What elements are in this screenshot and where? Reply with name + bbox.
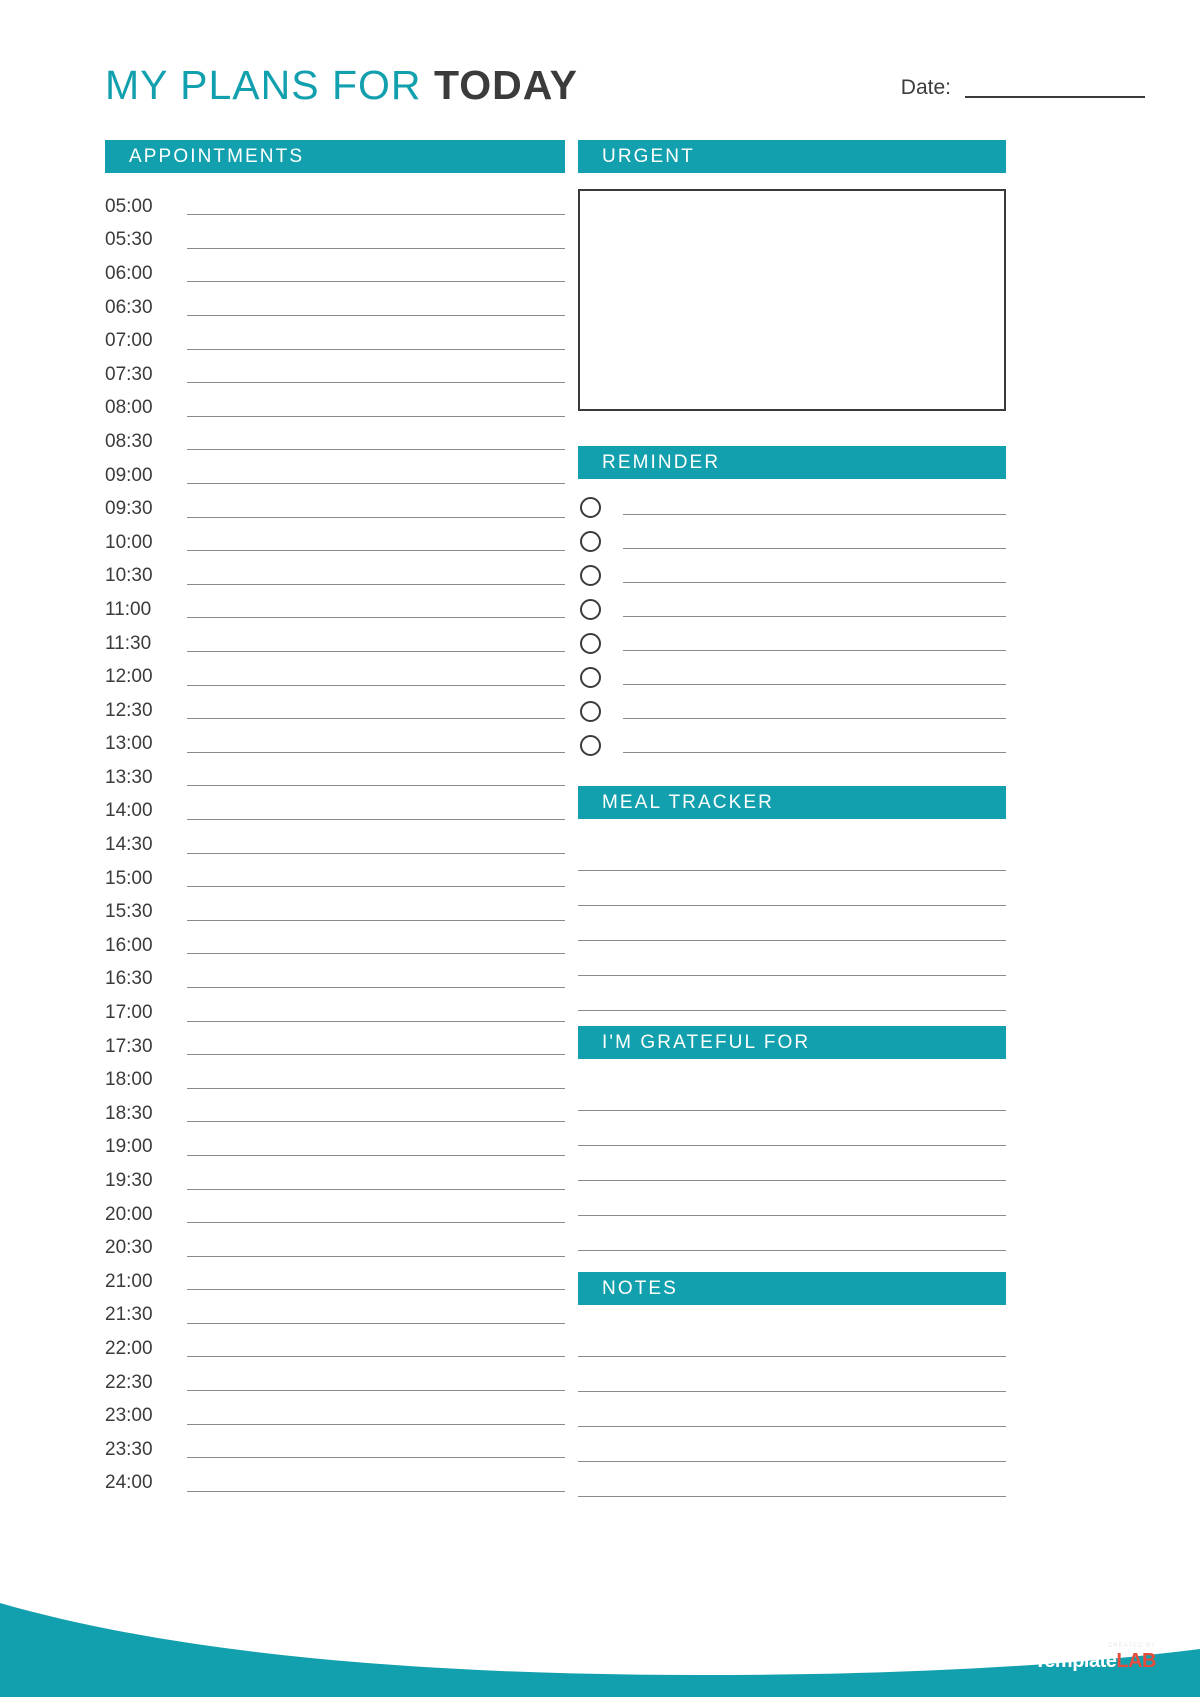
appointment-input-line[interactable] bbox=[187, 1038, 565, 1055]
brand-name-part2: LAB bbox=[1116, 1650, 1156, 1672]
grateful-input-line[interactable] bbox=[578, 1146, 1006, 1181]
appointment-input-line[interactable] bbox=[187, 1072, 565, 1089]
appointment-row[interactable] bbox=[105, 425, 565, 459]
appointment-input-line[interactable] bbox=[187, 1475, 565, 1492]
notes-heading: NOTES bbox=[602, 1277, 678, 1299]
appointment-row[interactable] bbox=[105, 358, 565, 392]
appointment-input-line[interactable] bbox=[187, 769, 565, 786]
meal-tracker-input-line[interactable] bbox=[578, 906, 1006, 941]
appointment-row[interactable] bbox=[105, 728, 565, 762]
appointment-time: 12:30 bbox=[105, 699, 153, 721]
appointment-time: 24:00 bbox=[105, 1472, 153, 1494]
checkbox-circle-icon[interactable] bbox=[580, 565, 601, 586]
appointment-input-line[interactable] bbox=[187, 1340, 565, 1357]
appointment-row[interactable] bbox=[105, 392, 565, 426]
appointments-heading: APPOINTMENTS bbox=[129, 145, 305, 167]
appointment-time: 10:30 bbox=[105, 565, 153, 587]
grateful-input-line[interactable] bbox=[578, 1181, 1006, 1216]
page-header bbox=[105, 62, 1145, 122]
appointment-time: 09:00 bbox=[105, 464, 153, 486]
appointment-row[interactable] bbox=[105, 1231, 565, 1265]
appointment-time: 18:30 bbox=[105, 1102, 153, 1124]
appointment-row[interactable] bbox=[105, 1164, 565, 1198]
appointment-row[interactable] bbox=[105, 1332, 565, 1366]
appointment-row[interactable] bbox=[105, 324, 565, 358]
appointment-row[interactable] bbox=[105, 1198, 565, 1232]
reminder-item[interactable] bbox=[578, 524, 1006, 558]
appointment-input-line[interactable] bbox=[187, 1408, 565, 1425]
checkbox-circle-icon[interactable] bbox=[580, 633, 601, 654]
appointment-time: 13:30 bbox=[105, 766, 153, 788]
appointment-time: 20:30 bbox=[105, 1237, 153, 1259]
reminder-list bbox=[578, 490, 1006, 762]
appointment-time: 17:30 bbox=[105, 1035, 153, 1057]
appointment-time: 20:00 bbox=[105, 1203, 153, 1225]
appointment-time: 05:00 bbox=[105, 195, 153, 217]
appointment-time: 11:00 bbox=[105, 598, 152, 620]
appointment-time: 14:30 bbox=[105, 834, 153, 856]
appointment-row[interactable] bbox=[105, 1467, 565, 1501]
appointment-time: 05:30 bbox=[105, 229, 153, 251]
appointment-input-line[interactable] bbox=[187, 837, 565, 854]
grateful-heading: I'M GRATEFUL FOR bbox=[602, 1031, 811, 1053]
appointment-input-line[interactable] bbox=[187, 601, 565, 618]
notes-input-line[interactable] bbox=[578, 1462, 1006, 1497]
appointment-row[interactable] bbox=[105, 1097, 565, 1131]
appointment-time: 16:00 bbox=[105, 934, 153, 956]
reminder-heading: REMINDER bbox=[602, 451, 721, 473]
reminder-input-line[interactable] bbox=[623, 534, 1006, 549]
appointment-input-line[interactable] bbox=[187, 1206, 565, 1223]
appointment-time: 22:30 bbox=[105, 1371, 153, 1393]
appointment-input-line[interactable] bbox=[187, 736, 565, 753]
date-label: Date: bbox=[900, 76, 951, 99]
appointment-input-line[interactable] bbox=[187, 803, 565, 820]
appointment-row[interactable] bbox=[105, 492, 565, 526]
appointment-input-line[interactable] bbox=[187, 333, 565, 350]
appointment-input-line[interactable] bbox=[187, 232, 565, 249]
appointment-input-line[interactable] bbox=[187, 937, 565, 954]
appointment-time: 06:30 bbox=[105, 296, 153, 318]
appointment-row[interactable] bbox=[105, 459, 565, 493]
appointment-input-line[interactable] bbox=[187, 1307, 565, 1324]
meal-tracker-input-line[interactable] bbox=[578, 976, 1006, 1011]
appointment-row[interactable] bbox=[105, 257, 565, 291]
reminder-item[interactable] bbox=[578, 558, 1006, 592]
appointment-time: 06:00 bbox=[105, 262, 153, 284]
appointment-row[interactable] bbox=[105, 291, 565, 325]
grateful-header bbox=[578, 1026, 1006, 1059]
notes-input-line[interactable] bbox=[578, 1357, 1006, 1392]
reminder-input-line[interactable] bbox=[623, 568, 1006, 583]
appointment-row[interactable] bbox=[105, 862, 565, 896]
appointment-time: 19:00 bbox=[105, 1136, 153, 1158]
meal-tracker-input-line[interactable] bbox=[578, 871, 1006, 906]
appointment-input-line[interactable] bbox=[187, 1240, 565, 1257]
checkbox-circle-icon[interactable] bbox=[580, 701, 601, 722]
grateful-input-line[interactable] bbox=[578, 1216, 1006, 1251]
urgent-header bbox=[578, 140, 1006, 173]
footer-wave-shape bbox=[0, 1537, 1200, 1697]
appointment-row[interactable] bbox=[105, 593, 565, 627]
appointment-input-line[interactable] bbox=[187, 1105, 565, 1122]
appointment-input-line[interactable] bbox=[187, 534, 565, 551]
appointment-row[interactable] bbox=[105, 761, 565, 795]
meal-tracker-list bbox=[578, 836, 1006, 1011]
appointment-time: 15:00 bbox=[105, 867, 153, 889]
appointment-row[interactable] bbox=[105, 996, 565, 1030]
appointment-input-line[interactable] bbox=[187, 433, 565, 450]
notes-list bbox=[578, 1322, 1006, 1497]
appointment-time: 11:30 bbox=[105, 632, 152, 654]
appointment-row[interactable] bbox=[105, 1366, 565, 1400]
appointment-input-line[interactable] bbox=[187, 635, 565, 652]
appointment-row[interactable] bbox=[105, 1299, 565, 1333]
page-title bbox=[105, 62, 578, 109]
appointment-row[interactable] bbox=[105, 1433, 565, 1467]
appointment-row[interactable] bbox=[105, 694, 565, 728]
date-input-line[interactable] bbox=[965, 76, 1145, 98]
appointment-time: 10:00 bbox=[105, 531, 153, 553]
appointment-row[interactable] bbox=[105, 963, 565, 997]
appointment-time: 17:00 bbox=[105, 1002, 153, 1024]
checkbox-circle-icon[interactable] bbox=[580, 531, 601, 552]
appointment-time: 19:30 bbox=[105, 1170, 153, 1192]
checkbox-circle-icon[interactable] bbox=[580, 599, 601, 620]
appointment-row[interactable] bbox=[105, 224, 565, 258]
meal-tracker-input-line[interactable] bbox=[578, 941, 1006, 976]
notes-input-line[interactable] bbox=[578, 1392, 1006, 1427]
appointment-time: 15:30 bbox=[105, 901, 153, 923]
reminder-item[interactable] bbox=[578, 728, 1006, 762]
reminder-item[interactable] bbox=[578, 592, 1006, 626]
grateful-input-line[interactable] bbox=[578, 1111, 1006, 1146]
appointment-time: 21:00 bbox=[105, 1270, 153, 1292]
urgent-textarea[interactable] bbox=[578, 189, 1006, 411]
appointment-time: 13:00 bbox=[105, 733, 153, 755]
appointment-row[interactable] bbox=[105, 1030, 565, 1064]
brand-name-part1: Template bbox=[1034, 1650, 1117, 1672]
grateful-input-line[interactable] bbox=[578, 1076, 1006, 1111]
brand-name bbox=[1034, 1651, 1156, 1671]
appointment-row[interactable] bbox=[105, 1399, 565, 1433]
appointment-input-line[interactable] bbox=[187, 971, 565, 988]
appointment-time: 07:00 bbox=[105, 330, 153, 352]
appointment-row[interactable] bbox=[105, 929, 565, 963]
appointment-time: 16:30 bbox=[105, 968, 153, 990]
reminder-item[interactable] bbox=[578, 626, 1006, 660]
date-field[interactable] bbox=[901, 76, 1145, 98]
appointment-time: 23:30 bbox=[105, 1438, 153, 1460]
appointment-input-line[interactable] bbox=[187, 366, 565, 383]
notes-input-line[interactable] bbox=[578, 1322, 1006, 1357]
appointment-time: 12:00 bbox=[105, 666, 153, 688]
appointments-header bbox=[105, 140, 565, 173]
appointment-input-line[interactable] bbox=[187, 467, 565, 484]
appointment-row[interactable] bbox=[105, 828, 565, 862]
appointment-time: 22:00 bbox=[105, 1337, 153, 1359]
appointment-input-line[interactable] bbox=[187, 870, 565, 887]
appointment-input-line[interactable] bbox=[187, 904, 565, 921]
appointment-row[interactable] bbox=[105, 560, 565, 594]
urgent-heading: URGENT bbox=[602, 145, 695, 167]
appointment-time: 08:00 bbox=[105, 397, 153, 419]
appointment-input-line[interactable] bbox=[187, 198, 565, 215]
appointment-time: 23:00 bbox=[105, 1405, 153, 1427]
appointment-time: 18:00 bbox=[105, 1069, 153, 1091]
appointment-time: 07:30 bbox=[105, 363, 153, 385]
appointment-time: 08:30 bbox=[105, 430, 153, 452]
meal-tracker-header bbox=[578, 786, 1006, 819]
footer-wave bbox=[0, 1537, 1200, 1697]
reminder-input-line[interactable] bbox=[623, 500, 1006, 515]
checkbox-circle-icon[interactable] bbox=[580, 667, 601, 688]
appointment-row[interactable] bbox=[105, 895, 565, 929]
brand-logo bbox=[1034, 1643, 1156, 1671]
reminder-input-line[interactable] bbox=[623, 738, 1006, 753]
appointment-row[interactable] bbox=[105, 627, 565, 661]
appointment-row[interactable] bbox=[105, 1131, 565, 1165]
appointment-row[interactable] bbox=[105, 1265, 565, 1299]
appointment-row[interactable] bbox=[105, 1063, 565, 1097]
reminder-item[interactable] bbox=[578, 660, 1006, 694]
meal-tracker-input-line[interactable] bbox=[578, 836, 1006, 871]
appointment-input-line[interactable] bbox=[187, 400, 565, 417]
reminder-input-line[interactable] bbox=[623, 602, 1006, 617]
appointment-input-line[interactable] bbox=[187, 1374, 565, 1391]
appointment-input-line[interactable] bbox=[187, 669, 565, 686]
appointment-input-line[interactable] bbox=[187, 265, 565, 282]
appointment-input-line[interactable] bbox=[187, 1173, 565, 1190]
appointment-input-line[interactable] bbox=[187, 1273, 565, 1290]
notes-header bbox=[578, 1272, 1006, 1305]
meal-tracker-heading: MEAL TRACKER bbox=[602, 791, 774, 813]
reminder-input-line[interactable] bbox=[623, 704, 1006, 719]
appointment-input-line[interactable] bbox=[187, 1005, 565, 1022]
appointment-input-line[interactable] bbox=[187, 1441, 565, 1458]
appointment-input-line[interactable] bbox=[187, 299, 565, 316]
brand-created-by: CREATED BY bbox=[1108, 1643, 1156, 1649]
reminder-item[interactable] bbox=[578, 694, 1006, 728]
appointment-row[interactable] bbox=[105, 795, 565, 829]
checkbox-circle-icon[interactable] bbox=[580, 497, 601, 518]
reminder-input-line[interactable] bbox=[623, 636, 1006, 651]
reminder-item[interactable] bbox=[578, 490, 1006, 524]
appointment-input-line[interactable] bbox=[187, 702, 565, 719]
appointment-row[interactable] bbox=[105, 660, 565, 694]
appointment-input-line[interactable] bbox=[187, 568, 565, 585]
page-title-bold: TODAY bbox=[433, 62, 578, 108]
appointment-row[interactable] bbox=[105, 190, 565, 224]
grateful-list bbox=[578, 1076, 1006, 1251]
reminder-header bbox=[578, 446, 1006, 479]
appointment-input-line[interactable] bbox=[187, 501, 565, 518]
page-title-light: MY PLANS FOR bbox=[105, 62, 434, 108]
appointment-time: 09:30 bbox=[105, 498, 153, 520]
notes-input-line[interactable] bbox=[578, 1427, 1006, 1462]
checkbox-circle-icon[interactable] bbox=[580, 735, 601, 756]
appointment-time: 21:30 bbox=[105, 1304, 153, 1326]
appointment-input-line[interactable] bbox=[187, 1139, 565, 1156]
reminder-input-line[interactable] bbox=[623, 670, 1006, 685]
appointment-row[interactable] bbox=[105, 526, 565, 560]
appointment-time: 14:00 bbox=[105, 800, 153, 822]
appointments-list bbox=[105, 190, 565, 1500]
